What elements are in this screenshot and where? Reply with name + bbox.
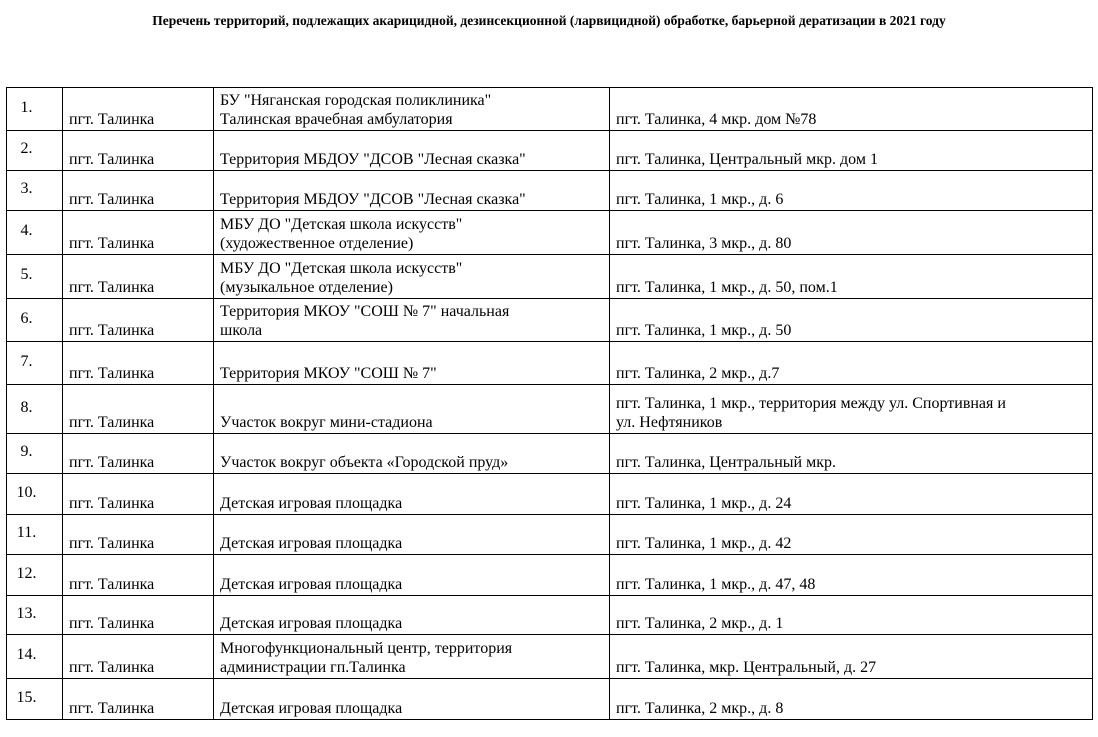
row-number: 5.	[7, 255, 63, 299]
object-cell	[214, 211, 610, 255]
settlement-cell: пгт. Талинка	[63, 342, 214, 385]
row-number: 6.	[7, 299, 63, 342]
table-row	[7, 88, 1093, 131]
address-cell	[610, 474, 1093, 515]
address-cell	[610, 131, 1093, 171]
address-cell	[610, 211, 1093, 255]
address-line: пгт. Талинка, 1 мкр., д. 42	[616, 535, 792, 552]
settlement-cell: пгт. Талинка	[63, 88, 214, 131]
address-cell	[610, 679, 1093, 720]
table-row	[7, 342, 1093, 385]
row-number: 7.	[7, 342, 63, 385]
object-line: (художественное отделение)	[220, 235, 414, 252]
object-line: Детская игровая площадка	[220, 700, 403, 717]
object-cell	[214, 555, 610, 596]
table-row	[7, 474, 1093, 515]
object-line: Детская игровая площадка	[220, 535, 403, 552]
address-line: пгт. Талинка, 3 мкр., д. 80	[616, 235, 792, 252]
address-cell	[610, 171, 1093, 211]
address-cell	[610, 88, 1093, 131]
settlement-cell: пгт. Талинка	[63, 434, 214, 474]
object-line: Детская игровая площадка	[220, 495, 403, 512]
address-line: ул. Нефтяников	[616, 414, 723, 431]
row-number: 15.	[7, 679, 63, 720]
table-row	[7, 255, 1093, 299]
table-row	[7, 555, 1093, 596]
settlement-cell: пгт. Талинка	[63, 131, 214, 171]
object-line: Многофункциональный центр, территория	[220, 640, 513, 657]
object-line: школа	[220, 322, 263, 339]
row-number: 4.	[7, 211, 63, 255]
address-line: пгт. Талинка, Центральный мкр.	[616, 454, 836, 471]
row-number: 1.	[7, 88, 63, 131]
settlement-cell: пгт. Талинка	[63, 515, 214, 555]
object-cell	[214, 171, 610, 211]
address-cell	[610, 555, 1093, 596]
address-line: пгт. Талинка, 2 мкр., д. 8	[616, 700, 784, 717]
object-cell	[214, 679, 610, 720]
address-line: пгт. Талинка, Центральный мкр. дом 1	[616, 151, 878, 168]
row-number: 3.	[7, 171, 63, 211]
table-row	[7, 299, 1093, 342]
object-cell	[214, 596, 610, 635]
address-cell	[610, 299, 1093, 342]
row-number: 12.	[7, 555, 63, 596]
object-cell	[214, 635, 610, 679]
address-cell	[610, 342, 1093, 385]
address-line: пгт. Талинка, 1 мкр., территория между ул. Спортивная и	[616, 395, 1006, 412]
row-number: 9.	[7, 434, 63, 474]
address-line: пгт. Талинка, 2 мкр., д.7	[616, 365, 780, 382]
table-row	[7, 635, 1093, 679]
object-line: МБУ ДО "Детская школа искусств"	[220, 260, 463, 277]
address-line: пгт. Талинка, 1 мкр., д. 6	[616, 191, 784, 208]
object-line: Территория МБДОУ "ДСОВ "Лесная сказка"	[220, 151, 526, 168]
settlement-cell: пгт. Талинка	[63, 474, 214, 515]
table-row	[7, 679, 1093, 720]
document-title: Перечень территорий, подлежащих акарицидной, дезинсекционной (ларвицидной) обработке, барьерной дератизации в 2021 году	[152, 13, 946, 28]
row-number: 13.	[7, 596, 63, 635]
object-cell	[214, 131, 610, 171]
object-line: МБУ ДО "Детская школа искусств"	[220, 216, 463, 233]
address-cell	[610, 515, 1093, 555]
object-cell	[214, 385, 610, 434]
address-cell	[610, 255, 1093, 299]
object-cell	[214, 515, 610, 555]
object-line: Территория МКОУ "СОШ № 7"	[220, 365, 437, 382]
table-row	[7, 385, 1093, 434]
settlement-cell: пгт. Талинка	[63, 171, 214, 211]
settlement-cell: пгт. Талинка	[63, 555, 214, 596]
table-row	[7, 211, 1093, 255]
address-cell	[610, 385, 1093, 434]
settlement-cell: пгт. Талинка	[63, 385, 214, 434]
address-line: пгт. Талинка, 2 мкр., д. 1	[616, 615, 784, 632]
address-line: пгт. Талинка, мкр. Центральный, д. 27	[616, 659, 877, 676]
address-cell	[610, 635, 1093, 679]
object-line: администрации гп.Талинка	[220, 659, 406, 676]
object-line: Детская игровая площадка	[220, 615, 403, 632]
row-number: 11.	[7, 515, 63, 555]
object-cell	[214, 299, 610, 342]
object-cell	[214, 474, 610, 515]
settlement-cell: пгт. Талинка	[63, 635, 214, 679]
object-cell	[214, 88, 610, 131]
row-number: 14.	[7, 635, 63, 679]
address-line: пгт. Талинка, 4 мкр. дом №78	[616, 111, 817, 128]
object-line: Талинская врачебная амбулатория	[220, 111, 453, 128]
object-line: Территория МКОУ "СОШ № 7" начальная	[220, 303, 510, 320]
table-row	[7, 596, 1093, 635]
address-line: пгт. Талинка, 1 мкр., д. 24	[616, 495, 792, 512]
territories-table-body	[7, 88, 1093, 720]
object-cell	[214, 342, 610, 385]
address-line: пгт. Талинка, 1 мкр., д. 47, 48	[616, 576, 816, 593]
table-row	[7, 171, 1093, 211]
settlement-cell: пгт. Талинка	[63, 679, 214, 720]
table-row	[7, 131, 1093, 171]
object-line: Территория МБДОУ "ДСОВ "Лесная сказка"	[220, 191, 526, 208]
table-row	[7, 515, 1093, 555]
table-row	[7, 434, 1093, 474]
row-number: 10.	[7, 474, 63, 515]
object-line: БУ "Няганская городская поликлиника"	[220, 92, 492, 109]
address-line: пгт. Талинка, 1 мкр., д. 50, пом.1	[616, 279, 838, 296]
territories-table	[6, 87, 1093, 720]
row-number: 8.	[7, 385, 63, 434]
object-line: (музыкальное отделение)	[220, 279, 393, 296]
row-number: 2.	[7, 131, 63, 171]
settlement-cell: пгт. Талинка	[63, 299, 214, 342]
settlement-cell: пгт. Талинка	[63, 211, 214, 255]
address-cell	[610, 434, 1093, 474]
object-line: Участок вокруг мини-стадиона	[220, 414, 433, 431]
address-cell	[610, 596, 1093, 635]
object-line: Участок вокруг объекта «Городской пруд»	[220, 454, 509, 471]
settlement-cell: пгт. Талинка	[63, 255, 214, 299]
object-cell	[214, 255, 610, 299]
settlement-cell: пгт. Талинка	[63, 596, 214, 635]
address-line: пгт. Талинка, 1 мкр., д. 50	[616, 322, 792, 339]
object-line: Детская игровая площадка	[220, 576, 403, 593]
object-cell	[214, 434, 610, 474]
